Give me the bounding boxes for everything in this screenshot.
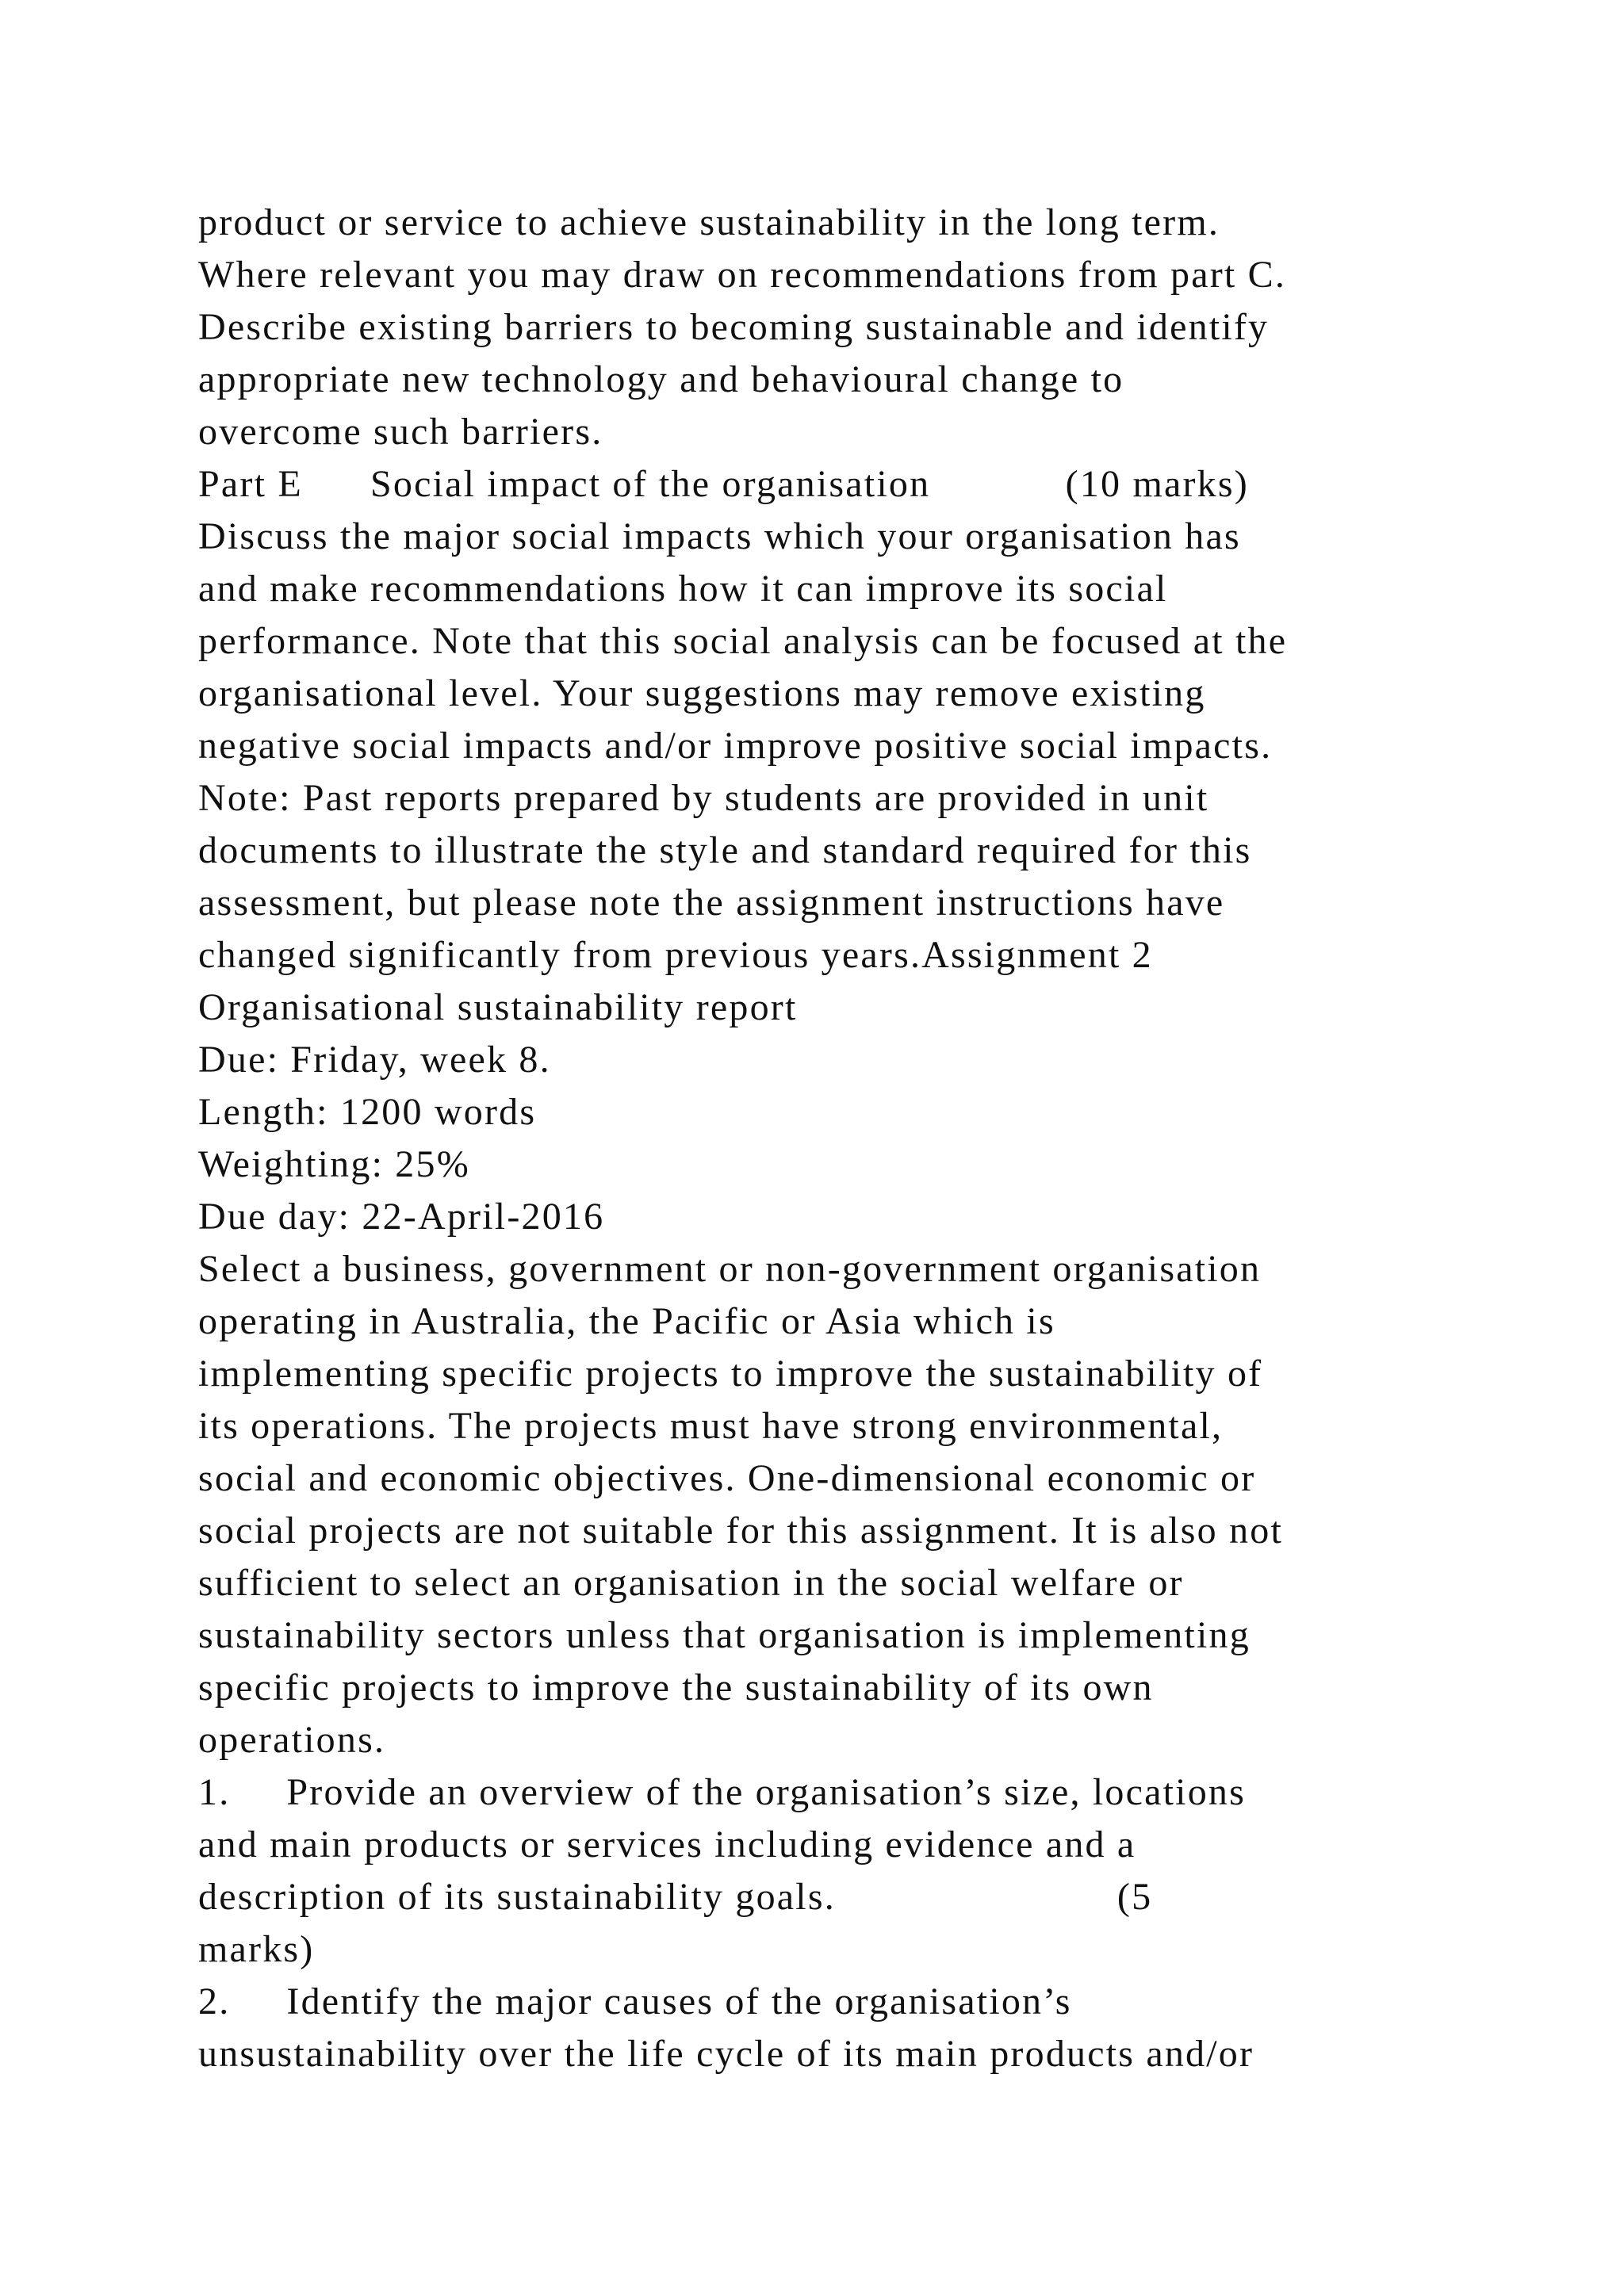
text-line: product or service to achieve sustainability in the long term.: [198, 201, 1220, 243]
text-line: appropriate new technology and behavioural change to: [198, 358, 1124, 400]
text-line: social and economic objectives. One-dimensional economic or: [198, 1457, 1256, 1499]
numbered-item-1: 1. Provide an overview of the organisation’s size, locations: [198, 1771, 1246, 1813]
text-line: changed significantly from previous years.Assignment 2: [198, 934, 1153, 976]
text-line: operations.: [198, 1719, 386, 1761]
due-line: Due: Friday, week 8.: [198, 1039, 551, 1081]
numbered-item-2: 2. Identify the major causes of the organisation’s: [198, 1980, 1072, 2022]
text-line: documents to illustrate the style and standard required for this: [198, 829, 1252, 871]
text-line: overcome such barriers.: [198, 411, 603, 453]
text-line: Note: Past reports prepared by students are provided in unit: [198, 777, 1209, 819]
text-line: and main products or services including evidence and a: [198, 1823, 1136, 1866]
text-line: marks): [198, 1928, 315, 1970]
text-line: social projects are not suitable for this assignment. It is also not: [198, 1510, 1284, 1552]
text-line: Select a business, government or non-government organisation: [198, 1248, 1262, 1290]
text-line: Where relevant you may draw on recommendations from part C.: [198, 254, 1287, 296]
text-line: description of its sustainability goals. (5: [198, 1876, 1153, 1918]
length-line: Length: 1200 words: [198, 1091, 537, 1133]
text-line: its operations. The projects must have strong environmental,: [198, 1405, 1224, 1447]
text-line: assessment, but please note the assignment instructions have: [198, 882, 1225, 924]
weighting-line: Weighting: 25%: [198, 1143, 470, 1185]
text-line: organisational level. Your suggestions may remove existing: [198, 672, 1206, 714]
text-line: unsustainability over the life cycle of its main products and/or: [198, 2033, 1254, 2075]
section-heading-part-e: Part E Social impact of the organisation (10 marks): [198, 463, 1249, 505]
text-line: Describe existing barriers to becoming sustainable and identify: [198, 306, 1270, 348]
text-line: negative social impacts and/or improve positive social impacts.: [198, 725, 1273, 767]
text-line: operating in Australia, the Pacific or Asia which is: [198, 1300, 1055, 1342]
assignment-title: Organisational sustainability report: [198, 986, 798, 1028]
text-line: Discuss the major social impacts which your organisation has: [198, 515, 1241, 557]
document-body: [198, 197, 1546, 2080]
text-line: and make recommendations how it can improve its social: [198, 568, 1168, 610]
text-line: sustainability sectors unless that organisation is implementing: [198, 1614, 1251, 1656]
text-line: sufficient to select an organisation in the social welfare or: [198, 1562, 1184, 1604]
text-line: implementing specific projects to improve the sustainability of: [198, 1353, 1263, 1395]
due-day-line: Due day: 22-April-2016: [198, 1196, 605, 1238]
text-line: performance. Note that this social analysis can be focused at the: [198, 620, 1288, 662]
text-line: specific projects to improve the sustainability of its own: [198, 1667, 1154, 1709]
